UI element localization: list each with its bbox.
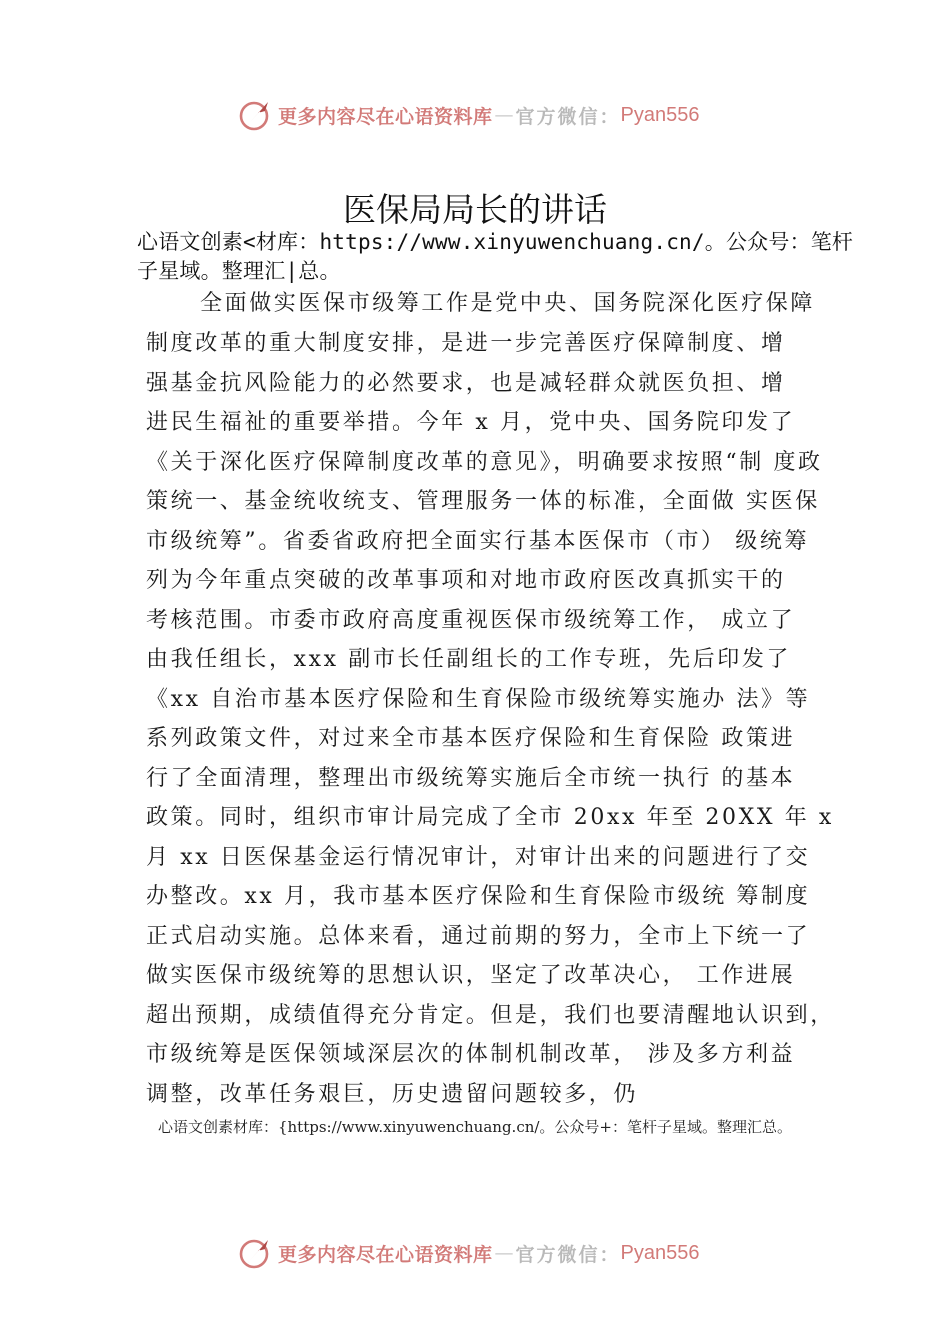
body-line: 做实医保市级统筹的思想认识，坚定了改革决心， 工作进展 [146, 963, 796, 988]
body-line: 正式启动实施。总体来看，通过前期的努力，全市上下统一了 [146, 924, 811, 949]
body-line: 考核范围。市委市政府高度重视医保市级统筹工作， 成立了 [146, 608, 796, 633]
body-line: 制度改革的重大制度安排，是进一步完善医疗保障制度、增 [146, 331, 786, 356]
body-line: 行了全面清理，整理出市级统筹实施后全市统一执行 的基本 [146, 766, 796, 791]
body-line: 列为今年重点突破的改革事项和对地市政府医改真抓实干的 [146, 568, 786, 593]
body-line: 办整改。xx 月，我市基本医疗保险和生育保险市级统 筹制度 [146, 884, 811, 909]
banner-separator: — [494, 104, 514, 126]
body-line: 月 xx 日医保基金运行情况审计，对审计出来的问题进行了交 [146, 845, 811, 870]
quill-logo-icon [238, 1235, 274, 1271]
body-line: 《关于深化医疗保障制度改革的意见》，明确要求按照“制 度政 [146, 450, 823, 475]
body-line: 调整，改革任务艰巨，历史遗留问题较多，仍 [146, 1082, 639, 1107]
banner-wechat-label: 官方微信： [515, 1243, 621, 1266]
body-line: 市级统筹”。省委省政府把全面实行基本医保市（市） 级统筹 [146, 529, 810, 554]
banner-wechat-label: 官方微信： [515, 105, 621, 128]
body-line: 政策。同时，组织市审计局完成了全市 20xx 年至 20XX 年 x [146, 805, 834, 830]
banner-wechat-id: Pyan556 [620, 1241, 700, 1264]
body-line: 超出预期，成绩值得充分肯定。但是，我们也要清醒地认识到， [146, 1003, 835, 1028]
quill-logo-icon [238, 97, 274, 133]
body-line: 全面做实医保市级筹工作是党中央、国务院深化医疗保障 [200, 291, 816, 316]
header-banner [238, 95, 738, 135]
body-line: 《xx 自治市基本医疗保险和生育保险市级统筹实施办 法》等 [146, 687, 811, 712]
body-line: 进民生福祉的重要举措。今年 x 月，党中央、国务院印发了 [146, 410, 796, 435]
footer-source-line: 心语文创素材库：{https://www.xinyuwenchuang.cn/。公众号+：笔杆子星域。整理汇总。 [157, 1118, 793, 1136]
document-title: 医保局局长的讲话 [343, 190, 607, 229]
body-line: 强基金抗风险能力的必然要求，也是减轻群众就医负担、增 [146, 371, 786, 396]
body-line: 系列政策文件，对过来全市基本医疗保险和生育保险 政策进 [146, 726, 796, 751]
banner-main-text: 更多内容尽在心语资料库 [278, 105, 493, 128]
body-line: 策统一、基金统收统支、管理服务一体的标准，全面做 实医保 [146, 489, 820, 514]
banner-wechat-id: Pyan556 [620, 103, 700, 126]
body-line: 由我任组长，xxx 副市长任副组长的工作专班，先后印发了 [146, 647, 792, 672]
source-line: 心语文创素<材库：https://www.xinyuwenchuang.cn/。公众号：笔杆子星域。整理汇|总。 [137, 230, 854, 283]
banner-separator: — [494, 1242, 514, 1264]
body-line: 市级统筹是医保领域深层次的体制机制改革， 涉及多方利益 [146, 1042, 796, 1067]
banner-main-text: 更多内容尽在心语资料库 [278, 1243, 493, 1266]
footer-banner [238, 1233, 738, 1273]
